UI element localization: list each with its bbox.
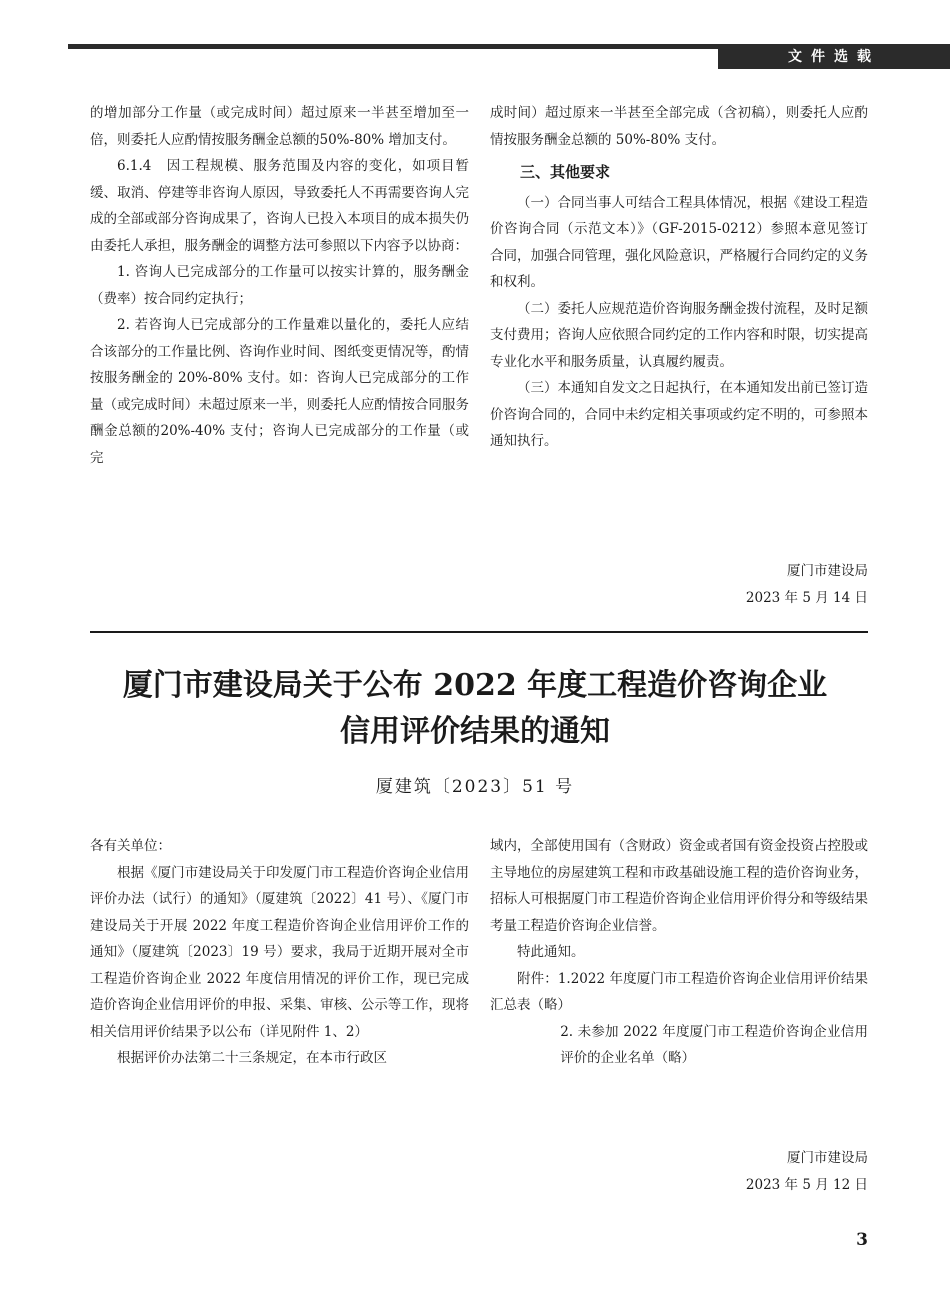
notice2-right-column bbox=[490, 833, 868, 1072]
section-heading: 三、其他要求 bbox=[520, 163, 611, 181]
paragraph: 域内，全部使用国有（含财政）资金或者国有资金投资占控股或主导地位的房屋建筑工程和市政基础设施工程的造价咨询业务，招标人可根据厦门市工程造价咨询企业信用评价得分和等级结果考量工程造价咨询企业信誉。 bbox=[490, 838, 868, 934]
section-divider bbox=[90, 631, 868, 633]
doc-number: 厦建筑〔2023〕51 号 bbox=[375, 777, 575, 797]
notice1-right-column bbox=[490, 100, 868, 455]
notice2-signature bbox=[746, 1145, 868, 1199]
section-label: 文件选载 bbox=[718, 44, 950, 69]
issuer: 厦门市建设局 bbox=[787, 563, 868, 579]
title-line: 厦门市建设局关于公布 2022 年度工程造价咨询企业 bbox=[122, 668, 828, 703]
special-notice: 特此通知。 bbox=[517, 944, 585, 960]
date: 2023 年 5 月 14 日 bbox=[745, 590, 868, 606]
paragraph: 6.1.4 因工程规模、服务范围及内容的变化，如项目暂缓、取消、停建等非咨询人原因，导致委托人不再需要咨询人完成的全部或部分咨询成果了，咨询人已投入本项目的成本损失仍由委托人承担，服务酬金的调整方法可参照以下内容予以协商： bbox=[90, 158, 469, 254]
date: 2023 年 5 月 12 日 bbox=[745, 1177, 868, 1193]
paragraph: 1. 咨询人已完成部分的工作量可以按实计算的，服务酬金（费率）按合同约定执行； bbox=[90, 264, 469, 307]
addressee: 各有关单位： bbox=[90, 838, 171, 854]
notice2-left-column bbox=[90, 833, 469, 1072]
paragraph: 2. 若咨询人已完成部分的工作量难以量化的，委托人应结合该部分的工作量比例、咨询作业时间、图纸变更情况等，酌情按服务酬金的 20%-80% 支付。如：咨询人已完成部分的工作量（或完成时间）未超过原来一半，则委托人应酌情按合同服务酬金总额的20%-40% 支付；咨询人已完成部分的工作量（或完 bbox=[90, 317, 469, 466]
paragraph: 成时间）超过原来一半甚至全部完成（含初稿），则委托人应酌情按服务酬金总额的 50%-80% 支付。 bbox=[490, 105, 868, 148]
page-number: 3 bbox=[856, 1230, 868, 1250]
paragraph: （三）本通知自发文之日起执行，在本通知发出前已签订造价咨询合同的，合同中未约定相关事项或约定不明的，可参照本通知执行。 bbox=[490, 380, 868, 449]
paragraph: （二）委托人应规范造价咨询服务酬金拨付流程，及时足额支付费用；咨询人应依照合同约定的工作内容和时限，切实提高专业化水平和服务质量，认真履约履责。 bbox=[490, 300, 868, 370]
title-line: 信用评价结果的通知 bbox=[340, 714, 610, 749]
issuer: 厦门市建设局 bbox=[787, 1150, 868, 1166]
attachment-1: 附件：1.2022 年度厦门市工程造价咨询企业信用评价结果汇总表（略） bbox=[490, 970, 868, 1013]
paragraph: 的增加部分工作量（或完成时间）超过原来一半甚至增加至一倍，则委托人应酌情按服务酬金总额的50%-80% 增加支付。 bbox=[90, 105, 469, 148]
paragraph: 根据评价办法第二十三条规定，在本市行政区 bbox=[117, 1050, 387, 1066]
notice2-title bbox=[60, 663, 890, 755]
paragraph: 根据《厦门市建设局关于印发厦门市工程造价咨询企业信用评价办法（试行）的通知》（厦建筑〔2022〕41 号）、《厦门市建设局关于开展 2022 年度工程造价咨询企业信用评价工作的通知》（厦建筑〔2023〕19 号）要求，我局于近期开展对全市工程造价咨询企业 2022 年度信用情况的评价工作，现已完成造价咨询企业信用评价的申报、采集、审核、公示等工作，现将相关信用评价结果予以公布（详见附件 1、2） bbox=[90, 864, 469, 1040]
attachment-2: 2. 未参加 2022 年度厦门市工程造价咨询企业信用评价的企业名单（略） bbox=[560, 1023, 868, 1066]
paragraph: （一）合同当事人可结合工程具体情况，根据《建设工程造价咨询合同（示范文本）》（GF-2015-0212）参照本意见签订合同，加强合同管理，强化风险意识，严格履行合同约定的义务和权利。 bbox=[490, 194, 868, 290]
notice1-signature bbox=[746, 558, 868, 612]
notice1-left-column bbox=[90, 100, 469, 471]
